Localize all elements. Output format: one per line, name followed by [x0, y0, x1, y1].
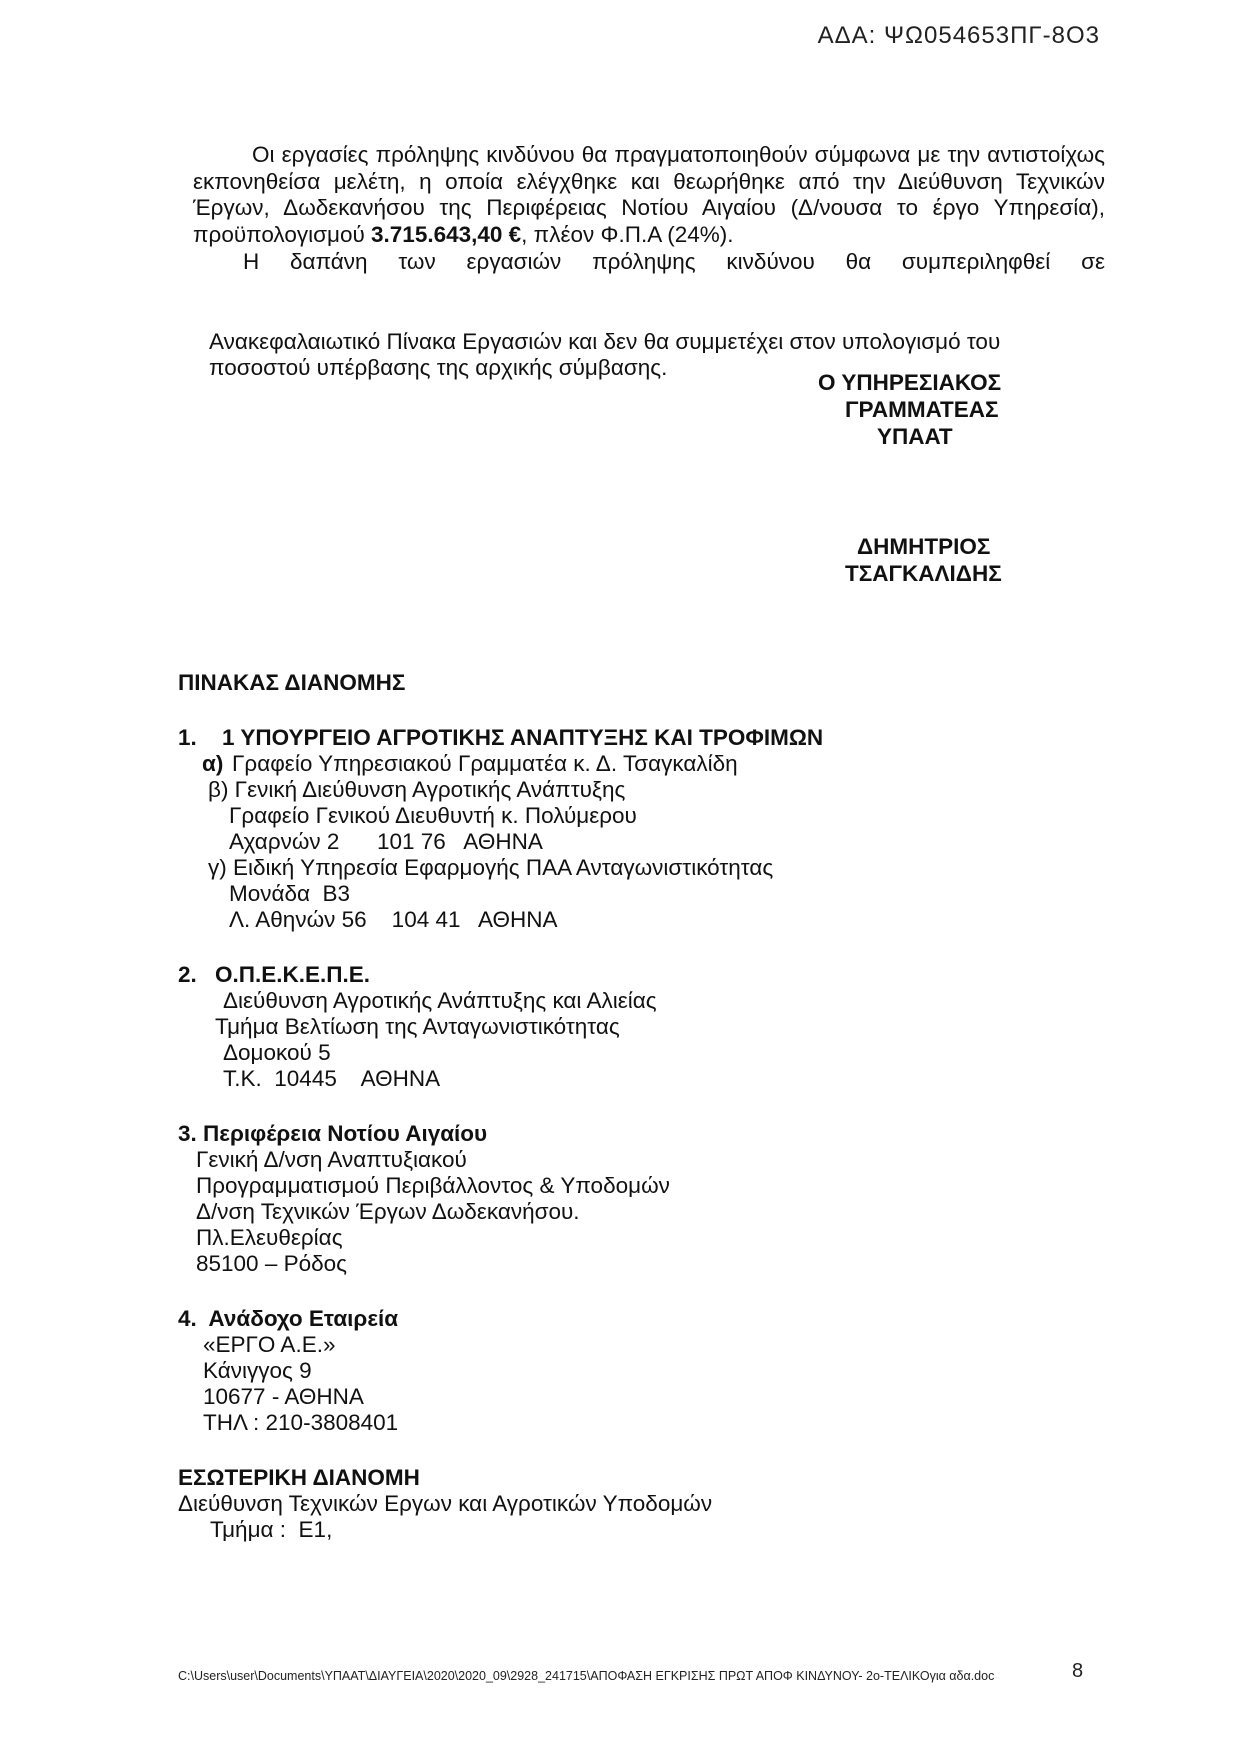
item-2-line-4: Τ.Κ. 10445 ΑΘΗΝΑ — [223, 1066, 441, 1091]
item-4-title: 4. Ανάδοχο Εταιρεία — [178, 1306, 399, 1331]
paragraph-1-end: , πλέον Φ.Π.Α (24%). — [521, 221, 734, 247]
signature-title-line-3: ΥΠΑΑΤ — [877, 424, 953, 449]
item-3-line-3: Δ/νση Τεχνικών Έργων Δωδεκανήσου. — [196, 1199, 580, 1224]
item-4-line-1: «ΕΡΓΟ Α.Ε.» — [203, 1332, 336, 1357]
internal-distribution-heading: ΕΣΩΤΕΡΙΚΗ ΔΙΑΝΟΜΗ — [178, 1465, 420, 1490]
paragraph-2-lead: Η δαπάνη των εργασιών πρόληψης κινδύνου θα συμπεριληφθεί σε — [243, 249, 1105, 274]
item-2-line-3: Δομοκού 5 — [223, 1040, 331, 1065]
distribution-heading: ΠΙΝΑΚΑΣ ΔΙΑΝΟΜΗΣ — [178, 670, 406, 695]
item-3-line-2: Προγραμματισμού Περιβάλλοντος & Υποδομών — [196, 1173, 670, 1198]
item-4-line-3: 10677 - ΑΘΗΝΑ — [203, 1384, 364, 1409]
item-1a-text: Γραφείο Υπηρεσιακού Γραμματέα κ. Δ. Τσαγκαλίδη — [232, 751, 738, 776]
paragraph-1-text: Οι εργασίες πρόληψης κινδύνου θα πραγματοποιηθούν σύμφωνα με την αντιστοίχως εκπονηθείσα μελέτη, η οποία ελέγχθηκε και θεωρήθηκε από την Διεύθυνση Τεχνικών Έργων, Δωδεκανήσου της Περιφέρειας Νοτίου Αιγαίου (Δ/νουσα το έργο Υπηρεσία), προϋπολογισμού — [193, 142, 1105, 247]
item-4-line-4: ΤΗΛ : 210-3808401 — [203, 1410, 399, 1435]
item-2-number: 2. — [178, 962, 197, 987]
item-3-line-4: Πλ.Ελευθερίας — [196, 1225, 343, 1250]
item-3-line-5: 85100 – Ρόδος — [196, 1251, 347, 1276]
signature-name-line-1: ΔΗΜΗΤΡΙΟΣ — [857, 534, 991, 559]
page-number: 8 — [1072, 1660, 1084, 1682]
item-2-line-1: Διεύθυνση Αγροτικής Ανάπτυξης και Αλιείας — [223, 988, 657, 1013]
budget-amount: 3.715.643,40 € — [371, 221, 522, 247]
item-1b-line-2: Γραφείο Γενικού Διευθυντή κ. Πολύμερου — [229, 803, 637, 828]
signature-title-line-1: Ο ΥΠΗΡΕΣΙΑΚΟΣ — [818, 370, 1002, 395]
ada-code: ΑΔΑ: ΨΩ054653ΠΓ-8Ο3 — [817, 22, 1100, 49]
item-2-line-2: Τμήμα Βελτίωση της Ανταγωνιστικότητας — [215, 1014, 620, 1039]
paragraph-2-rest: Ανακεφαλαιωτικό Πίνακα Εργασιών και δεν θα συμμετέχει στον υπολογισμό του ποσοστού υπέρβασης της αρχικής σύμβασης. — [209, 328, 1001, 380]
item-1-number: 1. — [178, 725, 197, 750]
item-1c-line-3: Λ. Αθηνών 56 104 41 ΑΘΗΝΑ — [229, 907, 558, 932]
item-1b-line-3: Αχαρνών 2 101 76 ΑΘΗΝΑ — [229, 829, 543, 854]
item-1-title: 1 ΥΠΟΥΡΓΕΙΟ ΑΓΡΟΤΙΚΗΣ ΑΝΑΠΤΥΞΗΣ ΚΑΙ ΤΡΟΦΙΜΩΝ — [222, 725, 824, 750]
item-1b-line-1: β) Γενική Διεύθυνση Αγροτικής Ανάπτυξης — [208, 777, 626, 802]
internal-line-2: Τμήμα : Ε1, — [210, 1517, 333, 1542]
item-1a-label: α) — [202, 751, 224, 776]
item-1c-line-1: γ) Ειδική Υπηρεσία Εφαρμογής ΠΑΑ Ανταγωνιστικότητας — [208, 855, 774, 880]
signature-name-line-2: ΤΣΑΓΚΑΛΙΔΗΣ — [845, 561, 1002, 586]
internal-line-1: Διεύθυνση Τεχνικών Εργων και Αγροτικών Υποδομών — [178, 1491, 713, 1516]
signature-title-line-2: ΓΡΑΜΜΑΤΕΑΣ — [845, 397, 999, 422]
footer-file-path: C:\Users\user\Documents\ΥΠΑΑΤ\ΔΙΑΥΓΕΙΑ\2020\2020_09\2928_241715\ΑΠΟΦΑΣΗ ΕΓΚΡΙΣΗΣ ΠΡΩΤ ΑΠΟΦ ΚΙΝΔΥΝΟΥ- 2ο-ΤΕΛΙΚΟγια αδα.doc — [178, 1669, 995, 1683]
item-3-line-1: Γενική Δ/νση Αναπτυξιακού — [196, 1147, 467, 1172]
item-1c-line-2: Μονάδα Β3 — [229, 881, 351, 906]
item-4-line-2: Κάνιγγος 9 — [203, 1358, 312, 1383]
item-2-title: Ο.Π.Ε.Κ.Ε.Π.Ε. — [215, 962, 371, 987]
item-3-title: 3. Περιφέρεια Νοτίου Αιγαίου — [178, 1121, 488, 1146]
